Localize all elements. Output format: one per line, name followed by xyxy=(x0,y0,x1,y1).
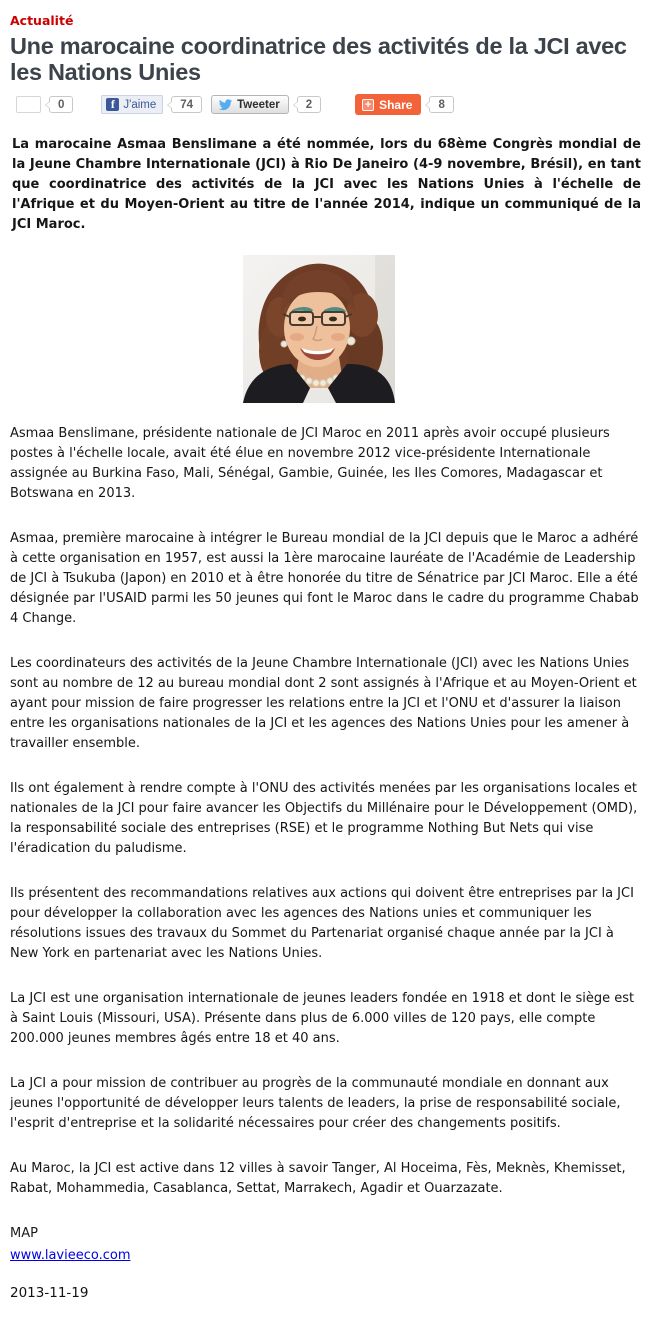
twitter-tweet-label: Tweeter xyxy=(237,98,280,111)
article-paragraph: La JCI est une organisation internationale de jeunes leaders fondée en 1918 et dont le siège est à Saint Louis (Missouri, USA). Présente dans plus de 6.000 villes de 120 pays, elle compte 200.000 jeunes membres âgés entre 18 et 40 ans. xyxy=(10,991,635,1046)
page-title: Une marocaine coordinatrice des activités de la JCI avec les Nations Unies xyxy=(10,33,627,85)
portrait-photo-illustration xyxy=(243,255,395,403)
plus-icon: + xyxy=(362,99,374,111)
twitter-bird-icon xyxy=(218,99,233,111)
publication-date: 2013-11-19 xyxy=(10,1285,89,1301)
article-paragraph: Ils ont également à rendre compte à l'ONU des activités menées par les organisations locales et nationales de la JCI pour faire avancer les Objectifs du Millénaire pour le Développement (OMD), la responsabilité sociale des entreprises (RSE) et le programme Nothing But Nets qui vise l'éradication du paludisme. xyxy=(10,781,638,856)
facebook-like-widget xyxy=(101,95,202,114)
article-intro: La marocaine Asmaa Benslimane a été nommée, lors du 68ème Congrès mondial de la Jeune Chambre Internationale (JCI) à Rio De Janeiro (4-9 novembre, Brésil), en tant que coordinatrice des activités de la JCI avec les Nations Unies à l'échelle de l'Afrique et du Moyen-Orient au titre de l'année 2014, indique un communiqué de la JCI Maroc. xyxy=(12,137,641,232)
facebook-like-count: 74 xyxy=(171,96,202,113)
article-paragraph: Ils présentent des recommandations relatives aux actions qui doivent être entreprises par la JCI pour développer la collaboration avec les agences des Nations unies et communiquer les résolutions issues des travaux du Sommet du Partenariat organisé chaque année par la JCI à New York en partenariat avec les Nations Unies. xyxy=(10,886,634,961)
source-website-link[interactable]: www.lavieeco.com xyxy=(10,1248,131,1263)
facebook-icon: f xyxy=(106,98,119,111)
category-label: Actualité xyxy=(10,13,74,28)
comments-button[interactable] xyxy=(16,96,41,113)
twitter-tweet-button[interactable] xyxy=(211,95,289,114)
article-photo xyxy=(243,255,395,407)
article-footer xyxy=(10,1224,643,1302)
twitter-tweet-count: 2 xyxy=(297,96,321,113)
article-paragraph: Asmaa Benslimane, présidente nationale de JCI Maroc en 2011 après avoir occupé plusieurs postes à l'échelle locale, avait été élue en novembre 2012 vice-présidente Internationale assignée au Burkina Faso, Mali, Sénégal, Gambie, Guinée, les Iles Comores, Madagascar et Botswana en 2013. xyxy=(10,426,610,501)
social-share-bar xyxy=(16,94,643,115)
article-paragraph: Au Maroc, la JCI est active dans 12 villes à savoir Tanger, Al Hoceima, Fès, Meknès, Khemisset, Rabat, Mohammedia, Casablanca, Settat, Marrakech, Agadir et Ouarzazate. xyxy=(10,1161,626,1196)
share-button[interactable] xyxy=(355,94,421,115)
share-count: 8 xyxy=(429,96,453,113)
comments-widget xyxy=(16,96,73,113)
article-paragraph: Asmaa, première marocaine à intégrer le Bureau mondial de la JCI depuis que le Maroc a adhéré à cette organisation en 1957, est aussi la 1ère marocaine lauréate de l'Académie de Leadership de JCI à Tsukuba (Japon) en 2010 et à être honorée du titre de Sénatrice par JCI Maroc. Elle a été désignée par l'USAID parmi les 50 jeunes qui font le Maroc dans le cadre du programme Chabab 4 Change. xyxy=(10,531,639,626)
share-label: Share xyxy=(379,97,413,112)
article-paragraph: Les coordinateurs des activités de la Jeune Chambre Internationale (JCI) avec les Nations Unies sont au nombre de 12 au bureau mondial dont 2 sont assignés à l'Afrique et au Moyen-Orient et ayant pour mission de faire progresser les relations entre la JCI et l'ONU et d'assurer la liaison entre les organisations nationales de la JCI et les agences des Nations Unies pour les amener à travailler ensemble. xyxy=(10,656,637,751)
source-label: MAP xyxy=(10,1226,38,1241)
comments-count-badge: 0 xyxy=(49,96,73,113)
facebook-like-button[interactable] xyxy=(101,95,163,114)
article-paragraph: La JCI a pour mission de contribuer au progrès de la communauté mondiale en donnant aux jeunes l'opportunité de développer leurs talents de leaders, la prise de responsabilité sociale, l'esprit d'entreprise et la solidarité nécessaires pour créer des changements positifs. xyxy=(10,1076,621,1131)
share-widget xyxy=(355,94,454,115)
facebook-like-label: J'aime xyxy=(123,98,157,111)
twitter-tweet-widget xyxy=(211,95,321,114)
